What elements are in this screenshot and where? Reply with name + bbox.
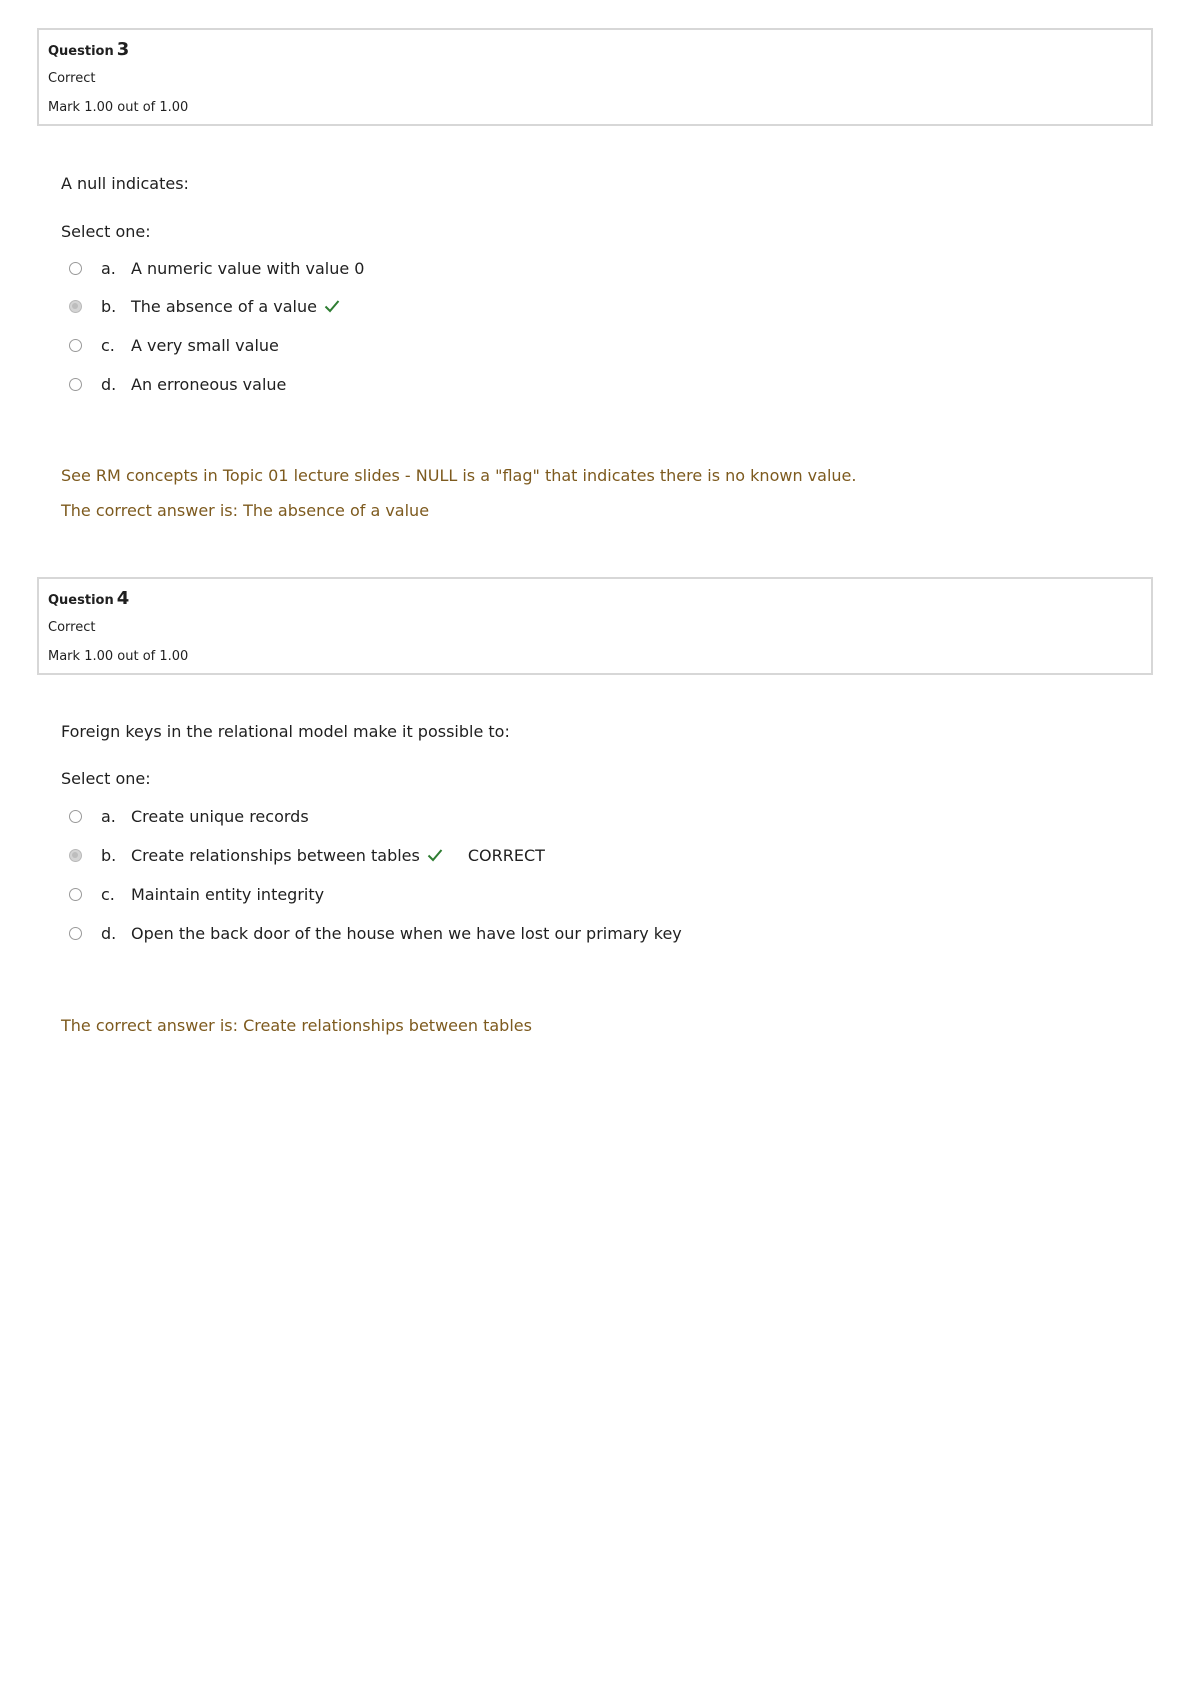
question-state: Correct [48,620,96,635]
radio-button[interactable] [69,810,82,823]
question-4-option-d[interactable] [69,921,682,945]
option-label: An erroneous value [131,374,287,394]
option-letter: d. [101,923,117,943]
question-3-prompt: Select one: [61,222,151,241]
question-number-value: 4 [116,588,130,609]
option-letter: c. [101,335,115,355]
option-label: Open the back door of the house when we have lost our primary key [131,923,682,943]
option-letter: d. [101,374,117,394]
option-label: A numeric value with value 0 [131,258,365,278]
check-icon [427,848,443,862]
question-3-option-c[interactable] [69,333,279,357]
radio-button[interactable] [69,262,82,275]
question-label: Question [48,593,114,608]
radio-button-selected[interactable] [69,300,82,313]
question-3-info [37,28,1153,126]
option-label: Maintain entity integrity [131,884,325,904]
option-letter: b. [101,296,117,316]
option-label: A very small value [131,335,279,355]
radio-button[interactable] [69,888,82,901]
option-letter: b. [101,845,117,865]
radio-button[interactable] [69,339,82,352]
question-state: Correct [48,71,96,86]
radio-button[interactable] [69,378,82,391]
option-label: Create relationships between tables [131,845,420,865]
question-grade: Mark 1.00 out of 1.00 [48,649,189,664]
question-3-general-feedback: See RM concepts in Topic 01 lecture slides - NULL is a "flag" that indicates there is no known value. [61,466,857,485]
option-label: The absence of a value [131,296,317,316]
question-number [48,39,129,60]
question-3-option-b[interactable] [69,294,340,318]
check-icon [324,299,340,313]
question-3-option-d[interactable] [69,372,286,396]
correct-tag: CORRECT [467,845,545,865]
question-grade: Mark 1.00 out of 1.00 [48,100,189,115]
question-label: Question [48,44,114,59]
option-letter: a. [101,258,116,278]
question-4-text: Foreign keys in the relational model make it possible to: [61,722,510,741]
question-4-option-c[interactable] [69,882,324,906]
question-3-option-a[interactable] [69,256,364,280]
option-letter: a. [101,806,116,826]
option-letter: c. [101,884,115,904]
question-3-text: A null indicates: [61,174,189,193]
question-4-prompt: Select one: [61,769,151,788]
question-3-right-answer: The correct answer is: The absence of a value [61,501,430,520]
question-4-option-b[interactable] [69,843,545,867]
question-4-right-answer: The correct answer is: Create relationships between tables [61,1016,532,1035]
radio-button[interactable] [69,927,82,940]
question-number-value: 3 [116,39,130,60]
question-number [48,588,129,609]
radio-button-selected[interactable] [69,849,82,862]
question-4-option-a[interactable] [69,804,309,828]
option-label: Create unique records [131,806,309,826]
question-4-info [37,577,1153,675]
